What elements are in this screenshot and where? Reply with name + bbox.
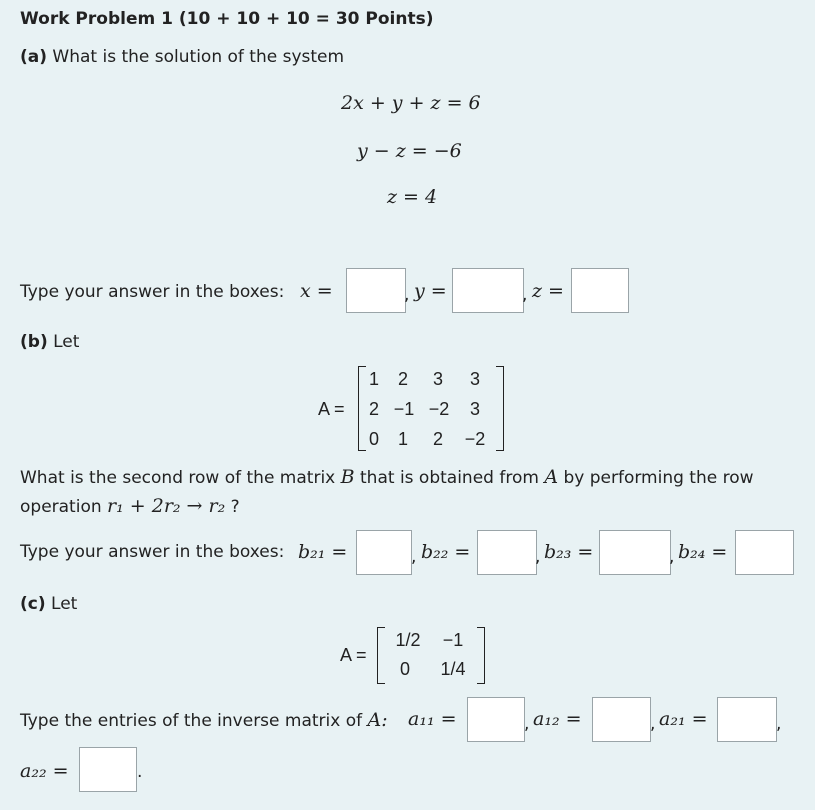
label-z: z = [532, 280, 564, 302]
comma-separator: , [411, 547, 417, 567]
matrix-cell: 3 [432, 369, 443, 389]
matrix-cell: 1 [397, 429, 408, 449]
label-a12: a₁₂ = [533, 708, 582, 730]
answer-b23-input[interactable] [599, 530, 671, 575]
part-a-question [20, 47, 344, 67]
equation-3: z = 4 [387, 186, 438, 208]
comma-separator: , [522, 285, 528, 305]
part-b-answer-prompt: Type your answer in the boxes: [20, 542, 285, 562]
answer-a12-input[interactable] [592, 697, 651, 742]
left-bracket [377, 627, 385, 684]
matrix-a-2x2 [340, 627, 500, 687]
matrix-cell: −1 [442, 630, 464, 650]
right-bracket [477, 627, 485, 684]
label-y: y = [414, 280, 447, 302]
matrix-cell: 1/2 [395, 630, 421, 650]
comma-separator: , [524, 714, 530, 734]
matrix-name: A = [340, 645, 367, 665]
label-a22: a₂₂ = [20, 760, 69, 782]
problem-title: Work Problem 1 (10 + 10 + 10 = 30 Points) [20, 9, 434, 29]
answer-a22-input[interactable] [79, 747, 137, 792]
part-c-question: Type the entries of the inverse matrix of A: [20, 709, 388, 731]
matrix-cell: 2 [368, 399, 379, 419]
part-a-text: What is the solution of the system [52, 47, 345, 67]
answer-b24-input[interactable] [735, 530, 794, 575]
answer-a21-input[interactable] [717, 697, 777, 742]
part-a-answer-prompt: Type your answer in the boxes: [20, 282, 285, 302]
comma-separator: , [650, 714, 656, 734]
matrix-cell: 0 [368, 429, 379, 449]
part-b-intro: (b) Let [20, 332, 80, 352]
matrix-a-4x3 [318, 366, 518, 456]
part-b-label: (b) [20, 332, 48, 352]
part-a-label: (a) [20, 47, 48, 67]
matrix-cell: −1 [393, 399, 415, 419]
matrix-cell: 1/4 [440, 659, 466, 679]
matrix-cell: 1 [368, 369, 379, 389]
comma-separator: , [404, 285, 410, 305]
label-b21: b₂₁ = [298, 541, 348, 563]
answer-x-input[interactable] [346, 268, 406, 313]
part-b-question-line2: operation r₁ + 2r₂ → r₂ ? [20, 495, 240, 517]
matrix-cell: 3 [469, 369, 480, 389]
label-b22: b₂₂ = [421, 541, 471, 563]
equation-1: 2x + y + z = 6 [341, 92, 481, 114]
answer-y-input[interactable] [452, 268, 524, 313]
equation-2: y − z = −6 [357, 140, 462, 162]
matrix-b-ref: B [340, 466, 355, 488]
matrix-name: A = [318, 399, 345, 419]
label-x: x = [300, 280, 333, 302]
matrix-a-ref: A: [367, 709, 388, 731]
matrix-a-ref: A [544, 466, 559, 488]
label-a21: a₂₁ = [659, 708, 708, 730]
matrix-cell: 2 [397, 369, 408, 389]
label-b24: b₂₄ = [678, 541, 728, 563]
label-b23: b₂₃ = [544, 541, 594, 563]
period-separator: . [137, 762, 143, 782]
row-operation: r₁ + 2r₂ → r₂ [107, 495, 226, 517]
matrix-cell: −2 [464, 429, 486, 449]
matrix-cell: 0 [399, 659, 410, 679]
answer-b22-input[interactable] [477, 530, 537, 575]
answer-z-input[interactable] [571, 268, 629, 313]
part-c-label: (c) [20, 594, 46, 614]
comma-separator: , [535, 547, 541, 567]
part-b-question-line1: What is the second row of the matrix B that is obtained from A by performing the row [20, 466, 754, 488]
comma-separator: , [669, 547, 675, 567]
label-a11: a₁₁ = [408, 708, 457, 730]
right-bracket [496, 366, 504, 451]
part-c-intro: (c) Let [20, 594, 78, 614]
matrix-cell: 3 [469, 399, 480, 419]
matrix-cell: 2 [432, 429, 443, 449]
matrix-cell: −2 [428, 399, 450, 419]
comma-separator: , [776, 714, 782, 734]
answer-a11-input[interactable] [467, 697, 525, 742]
answer-b21-input[interactable] [356, 530, 412, 575]
